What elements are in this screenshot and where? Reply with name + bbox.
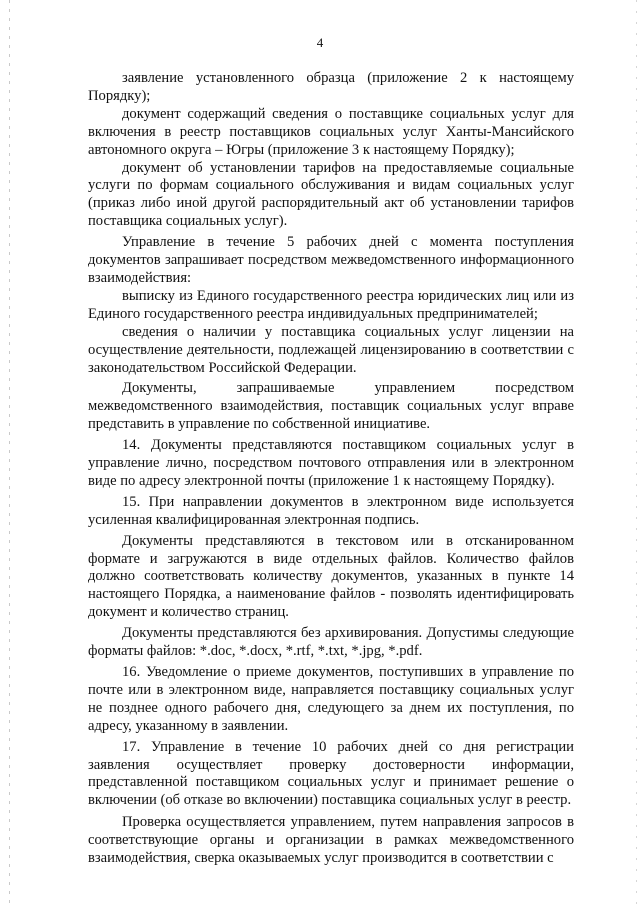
- scan-edge-right: [636, 0, 637, 905]
- document-body: [88, 70, 574, 871]
- paragraph-application-form: заявление установленного образца (приложение 2 к настоящему Порядку);: [88, 70, 574, 104]
- paragraph-registry-extract: выписку из Единого государственного реестра юридических лиц или из Единого государственного реестра индивидуальных предпринимателей;: [88, 287, 574, 322]
- paragraph-item-17: 17. Управление в течение 10 рабочих дней со дня регистрации заявления осуществляет проверку достоверности информации, представленной поставщиком социальных услуг и принимает решение о включении (об отказе во включении) поставщика социальных услуг в реестр.: [88, 738, 574, 809]
- page-number: 4: [316, 35, 324, 50]
- paragraph-tariff-document: документ об установлении тарифов на предоставляемые социальные услуги по формам социального обслуживания и видам социальных услуг (приказ либо иной другой распорядительный акт об установлении тарифов поставщика социальных услуг).: [88, 159, 574, 230]
- paragraph-own-initiative: Документы, запрашиваемые управлением посредством межведомственного взаимодействия, поставщик социальных услуг вправе представить в управление по собственной инициативе.: [88, 380, 574, 433]
- paragraph-provider-info-document: документ содержащий сведения о поставщике социальных услуг для включения в реестр поставщиков социальных услуг Ханты-Мансийского автономного округа – Югры (приложение 3 к настоящему Порядку);: [88, 105, 574, 158]
- paragraph-item-14: 14. Документы представляются поставщиком социальных услуг в управление лично, посредством почтового отправления или в электронном виде по адресу электронной почты (приложение 1 к настоящему Порядку).: [88, 437, 574, 489]
- paragraph-license-info: сведения о наличии у поставщика социальных услуг лицензии на осуществление деятельности, подлежащей лицензированию в соответствии с законодательством Российской Федерации.: [88, 323, 574, 376]
- scan-edge-left: [9, 0, 10, 905]
- paragraph-interagency-request: Управление в течение 5 рабочих дней с момента поступления документов запрашивает посредством межведомственного информационного взаимодействия:: [88, 234, 574, 286]
- paragraph-verification: Проверка осуществляется управлением, путем направления запросов в соответствующие органы и организации в рамках межведомственного взаимодействия, сверка оказываемых услуг производится в соответствии с: [88, 814, 574, 867]
- paragraph-file-format: Документы представляются в текстовом или в отсканированном формате и загружаются в виде отдельных файлов. Количество файлов должно соответствовать количеству документов, указанных в пункте 14 настоящего Порядка, а наименование файлов - позволять идентифицировать документ и количество страниц.: [88, 532, 574, 621]
- paragraph-item-15: 15. При направлении документов в электронном виде используется усиленная квалифицированная электронная подпись.: [88, 493, 574, 528]
- paragraph-archive-formats: Документы представляются без архивирования. Допустимы следующие форматы файлов: *.doc, *.docx, *.rtf, *.txt, *.jpg, *.pdf.: [88, 625, 574, 660]
- paragraph-item-16: 16. Уведомление о приеме документов, поступивших в управление по почте или в электронном виде, направляется поставщику социальных услуг не позднее одного рабочего дня, следующего за днем их поступления, по адресу, указанному в заявлении.: [88, 664, 574, 734]
